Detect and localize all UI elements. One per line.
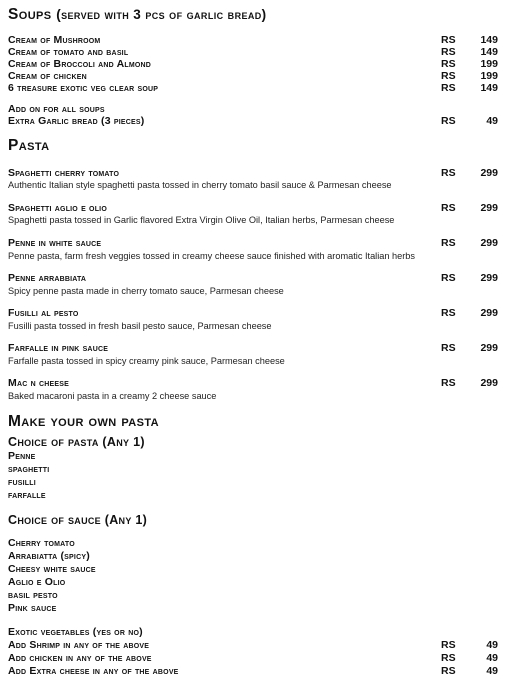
item-description: Fusilli pasta tossed in fresh basil pesto sauce, Parmesan cheese bbox=[8, 321, 272, 331]
item-price: 299 bbox=[480, 237, 498, 249]
item-name: Penne in white sauce bbox=[8, 237, 102, 249]
item-name: 6 treasure exotic veg clear soup bbox=[8, 82, 159, 94]
item-currency: RS bbox=[441, 377, 456, 389]
item-name: Penne arrabbiata bbox=[8, 272, 87, 284]
menu-item bbox=[8, 34, 498, 46]
item-currency: RS bbox=[441, 58, 456, 70]
item-name: Cream of Broccoli and Almond bbox=[8, 58, 152, 70]
soups-title: Soups bbox=[8, 6, 52, 23]
pasta-heading: Pasta bbox=[8, 137, 50, 154]
item-name: Cream of tomato and basil bbox=[8, 46, 129, 58]
item-price: 199 bbox=[480, 70, 498, 82]
menu-item bbox=[8, 342, 498, 354]
item-price: 299 bbox=[480, 377, 498, 389]
sauce-option: Aglio e Olio bbox=[8, 576, 66, 588]
menu-item bbox=[8, 237, 498, 249]
item-currency: RS bbox=[441, 82, 456, 94]
menu-item bbox=[8, 70, 498, 82]
menu-item bbox=[8, 46, 498, 58]
item-name: Farfalle in pink sauce bbox=[8, 342, 109, 354]
menu-item bbox=[8, 115, 498, 127]
pasta-option: Penne bbox=[8, 450, 36, 462]
item-price: 49 bbox=[486, 665, 498, 677]
menu-item bbox=[8, 652, 498, 664]
item-price: 199 bbox=[480, 58, 498, 70]
menu-item bbox=[8, 202, 498, 214]
item-name: Extra Garlic bread (3 pieces) bbox=[8, 115, 145, 127]
item-currency: RS bbox=[441, 202, 456, 214]
menu-item bbox=[8, 307, 498, 319]
item-currency: RS bbox=[441, 34, 456, 46]
item-name: Add Extra cheese in any of the above bbox=[8, 665, 179, 677]
item-price: 299 bbox=[480, 307, 498, 319]
pasta-option: spaghetti bbox=[8, 463, 50, 475]
menu-item bbox=[8, 377, 498, 389]
sauce-option: Cherry tomato bbox=[8, 537, 75, 549]
item-price: 49 bbox=[486, 652, 498, 664]
item-description: Spaghetti pasta tossed in Garlic flavored Extra Virgin Olive Oil, Italian herbs, Parmesan cheese bbox=[8, 215, 395, 225]
item-price: 299 bbox=[480, 342, 498, 354]
menu-item bbox=[8, 58, 498, 70]
item-name: Cream of Mushroom bbox=[8, 34, 101, 46]
choice-of-sauce-heading: Choice of sauce (Any 1) bbox=[8, 513, 148, 527]
item-currency: RS bbox=[441, 115, 456, 127]
item-name: Add chicken in any of the above bbox=[8, 652, 152, 664]
item-currency: RS bbox=[441, 46, 456, 58]
sauce-option: Pink sauce bbox=[8, 602, 57, 614]
item-currency: RS bbox=[441, 237, 456, 249]
item-currency: RS bbox=[441, 639, 456, 651]
item-currency: RS bbox=[441, 272, 456, 284]
item-name: Spaghetti cherry tomato bbox=[8, 167, 120, 179]
item-description: Baked macaroni pasta in a creamy 2 cheese sauce bbox=[8, 391, 217, 401]
soups-heading bbox=[8, 6, 267, 24]
soups-addon-heading: Add on for all soups bbox=[8, 103, 105, 115]
sauce-option: basil pesto bbox=[8, 589, 58, 601]
item-description: Authentic Italian style spaghetti pasta tossed in cherry tomato basil sauce & Parmesan cheese bbox=[8, 180, 392, 190]
item-currency: RS bbox=[441, 665, 456, 677]
item-name: Fusilli al pesto bbox=[8, 307, 79, 319]
soups-subtitle: (served with 3 pcs of garlic bread) bbox=[56, 7, 267, 22]
item-description: Farfalle pasta tossed in spicy creamy pink sauce, Parmesan cheese bbox=[8, 356, 285, 366]
item-name: Mac n cheese bbox=[8, 377, 69, 389]
choice-of-pasta-heading: Choice of pasta (Any 1) bbox=[8, 435, 145, 449]
item-price: 299 bbox=[480, 202, 498, 214]
menu-item bbox=[8, 167, 498, 179]
item-currency: RS bbox=[441, 167, 456, 179]
menu-item bbox=[8, 665, 498, 677]
item-description: Spicy penne pasta made in cherry tomato sauce, Parmesan cheese bbox=[8, 286, 284, 296]
item-price: 149 bbox=[480, 34, 498, 46]
make-your-own-heading: Make your own pasta bbox=[8, 413, 159, 430]
item-price: 149 bbox=[480, 82, 498, 94]
item-name: Cream of chicken bbox=[8, 70, 87, 82]
item-currency: RS bbox=[441, 652, 456, 664]
menu-item bbox=[8, 272, 498, 284]
menu-item bbox=[8, 82, 498, 94]
menu-item bbox=[8, 639, 498, 651]
item-price: 149 bbox=[480, 46, 498, 58]
item-price: 299 bbox=[480, 272, 498, 284]
pasta-option: fusilli bbox=[8, 476, 36, 488]
item-name: Add Shrimp in any of the above bbox=[8, 639, 150, 651]
item-price: 49 bbox=[486, 115, 498, 127]
exotic-vegetables-heading: Exotic vegetables (yes or no) bbox=[8, 626, 143, 638]
item-currency: RS bbox=[441, 70, 456, 82]
item-price: 299 bbox=[480, 167, 498, 179]
sauce-option: Arrabiatta (spicy) bbox=[8, 550, 90, 562]
item-name: Spaghetti aglio e olio bbox=[8, 202, 107, 214]
item-description: Penne pasta, farm fresh veggies tossed in creamy cheese sauce finished with aromatic Italian herbs bbox=[8, 251, 416, 261]
sauce-option: Cheesy white sauce bbox=[8, 563, 96, 575]
item-currency: RS bbox=[441, 342, 456, 354]
item-price: 49 bbox=[486, 639, 498, 651]
pasta-option: farfalle bbox=[8, 489, 46, 501]
item-currency: RS bbox=[441, 307, 456, 319]
